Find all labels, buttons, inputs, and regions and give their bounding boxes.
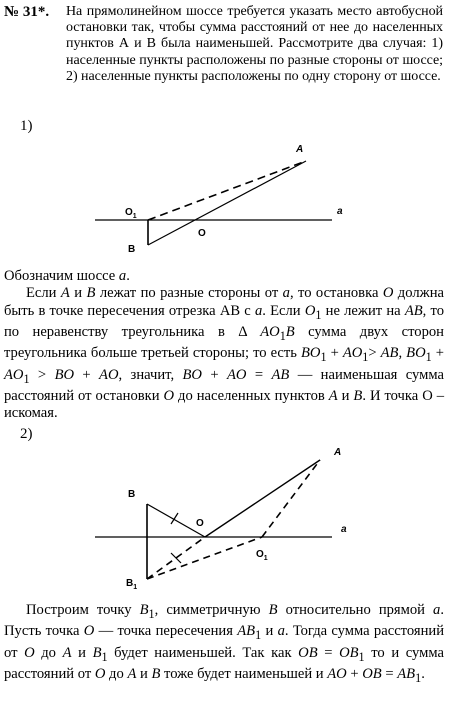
highway-label: a [337, 206, 343, 217]
segment-AO1 [148, 161, 306, 220]
segment-O1A [262, 460, 320, 537]
problem-number: № 31*. [4, 4, 50, 20]
point-A-label: A [334, 447, 342, 458]
case1-label: 1) [20, 118, 33, 134]
segment-AB [148, 161, 306, 245]
case1-paragraph: Если A и B лежат по разные стороны от a, то остановка O должна быть в точке пересечения отрезка АВ с a. Если $O_1$ не лежит на AB, то по неравенству треугольника в Δ $AO_1B$ сумма двух сторон треугольника больше третьей стороны; то есть $BO_1 + AO_1>$ AB, $BO_1 + AO_1$ > BO + AO, значит, BO + AO = AB — наименьшая сумма расстояний от остановки O до населенных пунктов A и B. И точка О – искомая. [4, 285, 445, 422]
figure-case1 [0, 140, 449, 260]
point-O-label: O [198, 228, 206, 239]
highway-label: a [341, 524, 347, 535]
problem-statement: На прямолинейном шоссе требуется указать место автобусной остановки так, чтобы сумма расстояний от нее до населенных пунктов А и В была наименьшей. Рассмотрите два случая: 1) населенные пункты расположены по разные стороны от шоссе; 2) населенные пункты расположены по одну сторону от шоссе. [66, 4, 443, 84]
point-B-label: B [128, 489, 136, 500]
segment-B1O1 [147, 537, 262, 579]
point-A-label: A [296, 144, 304, 155]
point-O1-label: $O_1$ [256, 549, 268, 562]
case1-intro: Обозначим шоссе a. [4, 268, 130, 284]
point-B1-label: $B_1$ [126, 578, 138, 591]
case2-solution: Построим точку $B_1$, симметричную B относительно прямой a. Пусть точка O — точка пересечения $AB_1$ и a. Тогда сумма расстояний от O до A и $B_1$ будет наименьшей. Так как OB = $OB_1$ то и сумма расстояний от O до A и B тоже будет наименьшей и AO + OB = $AB_1$. [4, 602, 445, 685]
case2-label: 2) [20, 426, 33, 442]
case1-solution [4, 268, 444, 423]
point-O-label: O [196, 518, 204, 529]
figure-case2 [0, 438, 449, 598]
point-B-label: B [128, 244, 136, 255]
segment-OA [205, 460, 320, 537]
point-O1-label: $O_1$ [125, 207, 137, 220]
